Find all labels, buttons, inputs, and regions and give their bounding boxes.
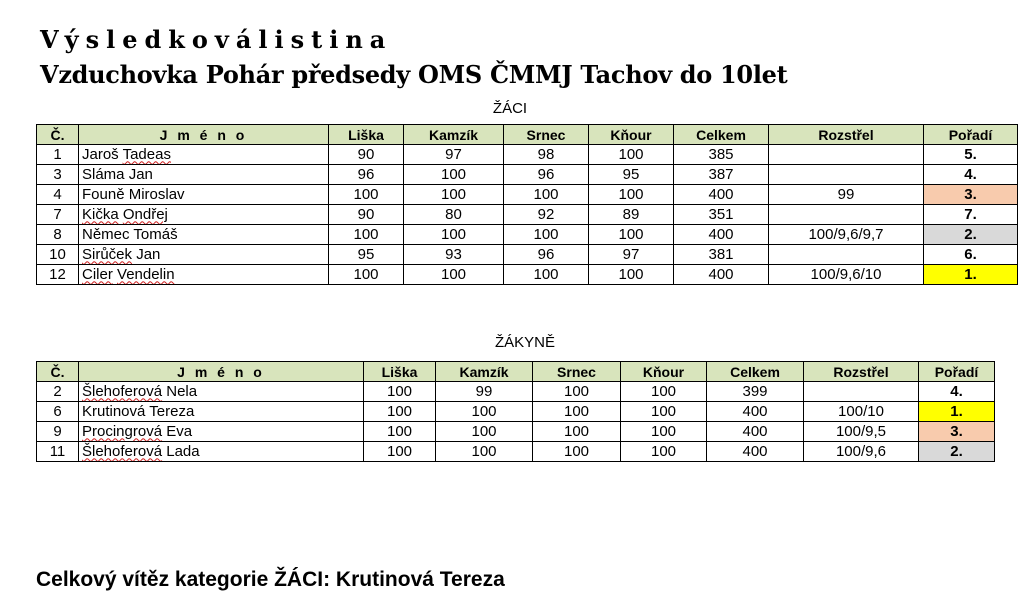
column-header: Rozstřel [769,125,924,145]
cell-knour: 100 [589,225,674,245]
cell-celkem: 400 [707,422,804,442]
table-row [37,145,1018,165]
cell-rozstrel: 100/10 [804,402,919,422]
cell-number: 6 [37,402,79,422]
table-row [37,402,995,422]
cell-poradi: 1. [919,402,995,422]
first-name: Sláma [82,165,125,183]
cell-srnec: 100 [504,185,589,205]
cell-kamzik: 100 [404,185,504,205]
last-name: Jan [136,245,161,263]
cell-knour: 100 [621,422,707,442]
column-header: Kňour [621,362,707,382]
cell-rozstrel: 100/9,5 [804,422,919,442]
column-header: Celkem [674,125,769,145]
cell-liska: 100 [364,442,436,462]
first-name: Šlehoferová [82,442,163,460]
column-header: Liška [364,362,436,382]
cell-number: 9 [37,422,79,442]
cell-celkem: 400 [674,225,769,245]
cell-liska: 90 [329,205,404,225]
cell-poradi: 4. [924,165,1018,185]
column-header: Rozstřel [804,362,919,382]
cell-knour: 100 [589,265,674,285]
cell-liska: 100 [329,265,404,285]
cell-srnec: 100 [533,402,621,422]
column-header: Č. [37,125,79,145]
cell-srnec: 100 [504,225,589,245]
table-row [37,442,995,462]
last-name: Nela [166,382,198,400]
cell-knour: 100 [589,185,674,205]
cell-number: 10 [37,245,79,265]
column-header: Pořadí [924,125,1018,145]
cell-liska: 100 [329,225,404,245]
column-header: Pořadí [919,362,995,382]
cell-celkem: 381 [674,245,769,265]
cell-name [79,265,329,285]
cell-knour: 100 [621,442,707,462]
cell-poradi: 4. [919,382,995,402]
table-row [37,185,1018,205]
cell-number: 2 [37,382,79,402]
column-header: Srnec [504,125,589,145]
last-name: Tomáš [133,225,178,243]
cell-rozstrel: 100/9,6/9,7 [769,225,924,245]
cell-poradi: 7. [924,205,1018,225]
cell-srnec: 92 [504,205,589,225]
last-name: Miroslav [128,185,185,203]
last-name: Tereza [149,402,195,420]
cell-number: 12 [37,265,79,285]
cell-poradi: 3. [919,422,995,442]
column-header: Č. [37,362,79,382]
column-header: Celkem [707,362,804,382]
cell-poradi: 6. [924,245,1018,265]
table-row [37,225,1018,245]
cell-kamzik: 100 [404,165,504,185]
cell-rozstrel [769,165,924,185]
table-header-row [37,362,995,382]
cell-srnec: 96 [504,245,589,265]
cell-knour: 100 [589,145,674,165]
cell-name [79,245,329,265]
cell-celkem: 385 [674,145,769,165]
cell-knour: 97 [589,245,674,265]
cell-celkem: 400 [707,402,804,422]
first-name: Němec [82,225,130,243]
table-row [37,205,1018,225]
last-name: Tadeas [122,145,171,163]
cell-celkem: 400 [674,265,769,285]
first-name: Sirůček [82,245,133,263]
cell-kamzik: 99 [436,382,533,402]
cell-name [79,402,364,422]
cell-rozstrel: 99 [769,185,924,205]
cell-rozstrel [769,145,924,165]
cell-celkem: 399 [707,382,804,402]
cell-poradi: 1. [924,265,1018,285]
results-table-zakyne [36,361,995,462]
cell-kamzik: 80 [404,205,504,225]
table-row [37,382,995,402]
caption-zaci: ŽÁCI [492,100,528,117]
cell-liska: 100 [364,382,436,402]
first-name: Krutinová [82,402,146,420]
cell-rozstrel [804,382,919,402]
cell-liska: 100 [364,422,436,442]
cell-number: 4 [37,185,79,205]
cell-name [79,225,329,245]
table-row [37,165,1018,185]
cell-kamzik: 100 [436,422,533,442]
cell-liska: 90 [329,145,404,165]
results-table-zaci [36,124,1018,285]
last-name: Ondřej [122,205,168,223]
first-name: Procingrová [82,422,163,440]
document-title: Výsledkoválistina [40,25,393,54]
first-name: Jaroš [82,145,119,163]
cell-kamzik: 93 [404,245,504,265]
cell-celkem: 387 [674,165,769,185]
last-name: Lada [166,442,200,460]
column-header: Kňour [589,125,674,145]
cell-srnec: 98 [504,145,589,165]
first-name: Šlehoferová [82,382,163,400]
cell-liska: 96 [329,165,404,185]
cell-name [79,382,364,402]
cell-poradi: 2. [919,442,995,462]
cell-celkem: 400 [707,442,804,462]
last-name: Vendelin [117,265,175,283]
column-header: J m é n o [79,125,329,145]
column-header: Srnec [533,362,621,382]
cell-rozstrel [769,245,924,265]
cell-poradi: 2. [924,225,1018,245]
first-name: Kička [82,205,119,223]
cell-kamzik: 100 [436,402,533,422]
cell-rozstrel: 100/9,6/10 [769,265,924,285]
column-header: J m é n o [79,362,364,382]
cell-number: 3 [37,165,79,185]
cell-rozstrel [769,205,924,225]
cell-name [79,205,329,225]
cell-number: 11 [37,442,79,462]
cell-name [79,185,329,205]
table-row [37,265,1018,285]
table-row [37,422,995,442]
overall-winner: Celkový vítěz kategorie ŽÁCI: Krutinová Tereza [36,568,505,591]
cell-rozstrel: 100/9,6 [804,442,919,462]
cell-liska: 100 [329,185,404,205]
cell-number: 8 [37,225,79,245]
document-subtitle: Vzduchovka Pohár předsedy OMS ČMMJ Tachov do 10let [40,60,788,89]
cell-knour: 100 [621,402,707,422]
cell-name [79,422,364,442]
cell-liska: 100 [364,402,436,422]
cell-poradi: 5. [924,145,1018,165]
cell-srnec: 100 [533,382,621,402]
column-header: Liška [329,125,404,145]
cell-name [79,165,329,185]
cell-kamzik: 100 [436,442,533,462]
last-name: Jan [128,165,153,183]
cell-kamzik: 100 [404,225,504,245]
first-name: Founě [82,185,125,203]
cell-liska: 95 [329,245,404,265]
cell-poradi: 3. [924,185,1018,205]
cell-knour: 95 [589,165,674,185]
first-name: Ciler [82,265,113,283]
cell-celkem: 400 [674,185,769,205]
column-header: Kamzík [436,362,533,382]
cell-srnec: 100 [533,442,621,462]
cell-srnec: 96 [504,165,589,185]
cell-name [79,442,364,462]
cell-number: 7 [37,205,79,225]
cell-name [79,145,329,165]
cell-kamzik: 100 [404,265,504,285]
column-header: Kamzík [404,125,504,145]
caption-zakyne: ŽÁKYNĚ [494,334,555,351]
cell-kamzik: 97 [404,145,504,165]
cell-srnec: 100 [504,265,589,285]
table-row [37,245,1018,265]
table-body-zakyne [37,382,995,462]
cell-knour: 100 [621,382,707,402]
cell-celkem: 351 [674,205,769,225]
last-name: Eva [166,422,193,440]
table-body-zaci [37,145,1018,285]
table-header-row [37,125,1018,145]
cell-knour: 89 [589,205,674,225]
cell-srnec: 100 [533,422,621,442]
cell-number: 1 [37,145,79,165]
